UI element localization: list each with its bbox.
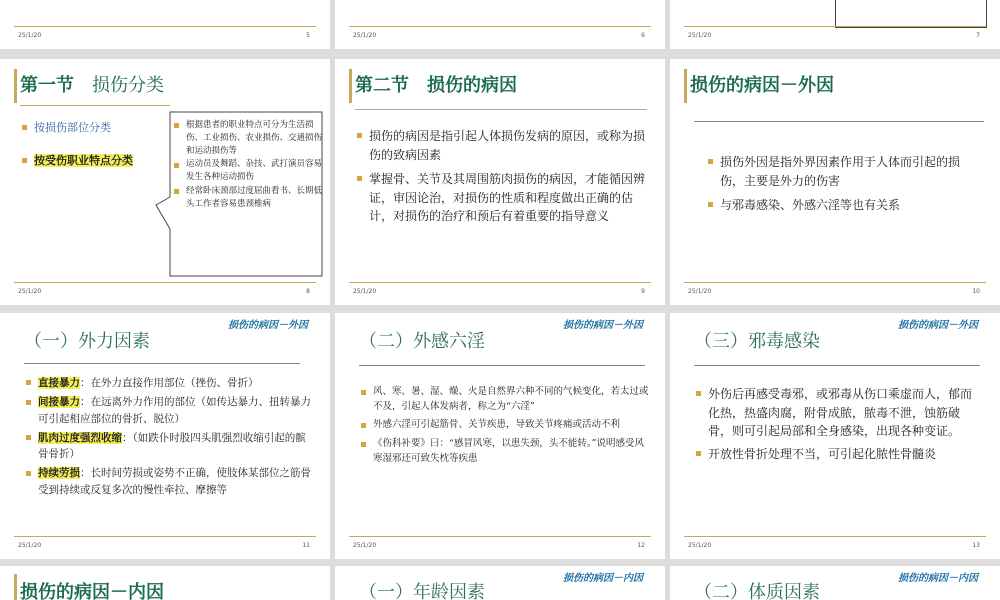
section-tag: 损伤的病因－外因 [563, 320, 643, 331]
slide-title: （二）体质因素 [694, 582, 820, 600]
slide-number: 8 [306, 288, 310, 295]
slide-date: 25/1/20 [18, 288, 42, 295]
slide-date: 25/1/20 [18, 542, 42, 549]
bullet-list [696, 385, 978, 467]
title-accent [684, 69, 687, 103]
list-item: 掌握骨、关节及其周围筋肉损伤的病因，才能循因辨证，审因论治，对损伤的性质和程度做出正确的估计，对损伤的治疗和预后有着重要的指导意义 [357, 170, 647, 226]
section-tag: 损伤的病因－外因 [898, 320, 978, 331]
footer-rule [14, 282, 316, 283]
list-item: 外伤后再感受毒邪，或邪毒从伤口乘虚而人，郁而化热，热盛肉腐，附骨成脓，脓毒不泄，蚀筋破骨，则可引起局部和全身感染，出现各种变证。 [696, 385, 978, 441]
section-label: 第二节 [355, 75, 409, 96]
term-highlight: 直接暴力 [38, 377, 80, 389]
slide-number: 7 [976, 32, 980, 39]
term-desc: ：长时间劳损或姿势不正确，使肢体某部位之筋骨受到持续或反复多次的慢性牵拉、摩擦等 [38, 467, 311, 496]
slide-number: 11 [302, 542, 310, 549]
title-underline [694, 365, 980, 366]
list-item: 损伤外因是指外界因素作用于人体而引起的损伤，主要是外力的伤害 [708, 153, 978, 190]
bullet-list [357, 127, 647, 232]
list-item: 开放性骨折处理不当，可引起化脓性骨髓炎 [696, 445, 978, 464]
section-tag: 损伤的病因－内因 [563, 573, 643, 584]
bullet-list [361, 385, 651, 471]
section-topic: 损伤的病因 [427, 75, 517, 96]
list-item: 风、寒、暑、湿、燥、火是自然界六种不同的气候变化，若太过或不及，引起人体发病者，称之为“六淫” [361, 385, 651, 414]
title-underline [20, 105, 170, 106]
slide-5[interactable] [0, 0, 330, 49]
slide-date: 25/1/20 [688, 542, 712, 549]
slide-10[interactable] [670, 59, 1000, 305]
footer-rule [684, 26, 986, 27]
slide-number: 6 [641, 32, 645, 39]
slide-title: （一）外力因素 [24, 331, 150, 352]
slide-number: 5 [306, 32, 310, 39]
slide-date: 25/1/20 [688, 288, 712, 295]
title-accent [14, 574, 17, 600]
list-item: 与邪毒感染、外感六淫等也有关系 [708, 196, 978, 215]
term-desc: ：（如跌仆时股四头肌强烈收缩引起的髌骨骨折） [38, 431, 306, 461]
slide-title: （一）年龄因素 [359, 582, 485, 600]
slide-date: 25/1/20 [18, 32, 42, 39]
slide-title: 损伤的病因－外因 [690, 75, 834, 96]
footer-rule [349, 26, 651, 27]
callout-item: 根据患者的职业特点可分为生活损伤、工业损伤、农业损伤、交通损伤和运动损伤等 [174, 119, 322, 157]
list-item [26, 430, 316, 463]
term-desc: ：在远离外力作用的部位（如传达暴力、扭转暴力可引起相应部位的骨折、脱位） [38, 396, 311, 425]
slide-number: 13 [972, 542, 980, 549]
bullet-list [708, 153, 978, 221]
title-underline [24, 363, 300, 364]
bullet-list [22, 119, 172, 175]
slide-number: 12 [637, 542, 645, 549]
footer-rule [349, 536, 651, 537]
footer-rule [684, 536, 986, 537]
list-item: 按损伤部位分类 [22, 119, 172, 136]
list-item: 外感六淫可引起筋骨、关节疾患，导致关节疼痛或活动不利 [361, 418, 651, 433]
term-highlight: 肌肉过度强烈收缩 [38, 431, 122, 444]
list-item: 《伤科补要》曰：“感冒风寒，以患失颈，头不能转。”说明感受风寒湿邪还可致失枕等疾患 [361, 437, 651, 466]
section-topic: 损伤分类 [92, 75, 164, 96]
footer-rule [349, 282, 651, 283]
term-highlight: 持续劳损 [38, 467, 80, 480]
slide-date: 25/1/20 [353, 288, 377, 295]
image-placeholder [835, 0, 987, 28]
bullet-list [26, 375, 316, 501]
slide-title: （三）邪毒感染 [694, 331, 820, 352]
slide-16[interactable] [670, 566, 1000, 600]
slide-15[interactable] [335, 566, 665, 600]
slide-8[interactable] [0, 59, 330, 305]
slide-6[interactable] [335, 0, 665, 49]
slide-title: 损伤的病因－内因 [20, 582, 164, 600]
section-tag: 损伤的病因－外因 [228, 320, 308, 331]
section-label: 第一节 [20, 75, 74, 96]
slide-title [20, 71, 164, 97]
title-underline [694, 121, 984, 122]
term-desc: ：在外力直接作用部位（挫伤、骨折） [80, 377, 259, 389]
highlighted-text: 按受伤职业特点分类 [34, 154, 133, 168]
slide-title: （二）外感六淫 [359, 331, 485, 352]
slide-7[interactable] [670, 0, 1000, 49]
title-underline [359, 365, 645, 366]
slide-14[interactable] [0, 566, 330, 600]
list-item: 损伤的病因是指引起人体损伤发病的原因，或称为损伤的致病因素 [357, 127, 647, 164]
list-item [26, 465, 316, 498]
title-accent [14, 69, 17, 103]
slide-date: 25/1/20 [353, 542, 377, 549]
list-item [26, 394, 316, 427]
slide-number: 9 [641, 288, 645, 295]
list-item [26, 375, 316, 391]
footer-rule [14, 26, 316, 27]
slide-11[interactable] [0, 313, 330, 559]
term-highlight: 间接暴力 [38, 396, 80, 409]
footer-rule [14, 536, 316, 537]
section-tag: 损伤的病因－内因 [898, 573, 978, 584]
callout-list [174, 119, 322, 211]
callout-item: 运动员及舞蹈、杂技、武打演员容易发生各种运动损伤 [174, 158, 322, 184]
title-accent [349, 69, 352, 103]
slide-13[interactable] [670, 313, 1000, 559]
footer-rule [684, 282, 986, 283]
slide-title [355, 71, 517, 97]
slide-number: 10 [972, 288, 980, 295]
slide-9[interactable] [335, 59, 665, 305]
title-underline [355, 109, 647, 110]
slide-12[interactable] [335, 313, 665, 559]
list-item [22, 152, 172, 169]
callout-item: 经常卧床颈部过度屈曲看书、长期低头工作者容易患颈椎病 [174, 185, 322, 211]
slide-date: 25/1/20 [688, 32, 712, 39]
slide-date: 25/1/20 [353, 32, 377, 39]
